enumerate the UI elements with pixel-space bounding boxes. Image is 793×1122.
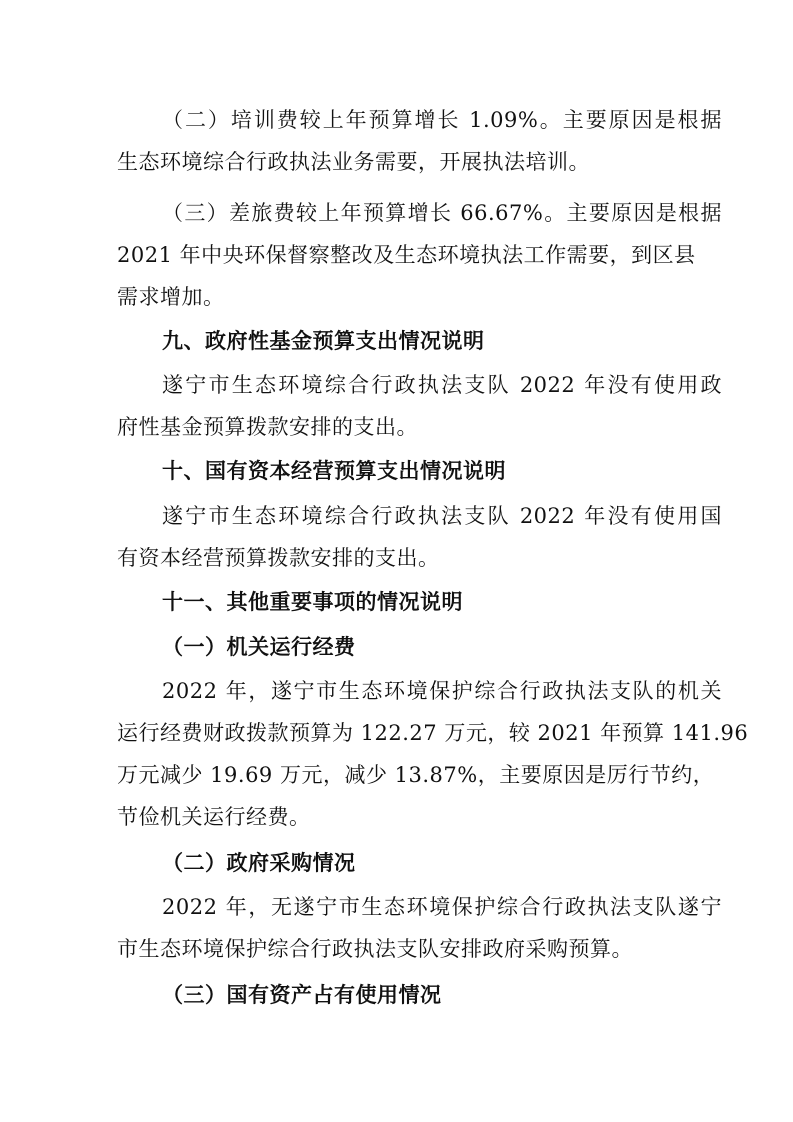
section-heading-9: 九、政府性基金预算支出情况说明 [162,329,485,353]
office-expenses-line-3: 万元减少 19.69 万元，减少 13.87%，主要原因是厉行节约， [117,763,715,787]
office-expenses-line-4: 节俭机关运行经费。 [117,805,311,829]
paragraph-travel-line-1: （三）差旅费较上年预算增长 66.67%。主要原因是根据 [162,201,722,225]
office-expenses-line-1: 2022 年，遂宁市生态环境保护综合行政执法支队的机关 [162,679,722,703]
procurement-line-1: 2022 年，无遂宁市生态环境保护综合行政执法支队遂宁 [162,895,722,919]
section-heading-10: 十、国有资本经营预算支出情况说明 [162,459,506,483]
section-9-line-2: 府性基金预算拨款安排的支出。 [117,415,418,439]
paragraph-travel-line-3: 需求增加。 [117,285,225,309]
paragraph-training-line-1: （二）培训费较上年预算增长 1.09%。主要原因是根据 [162,108,722,132]
section-10-line-2: 有资本经营预算拨款安排的支出。 [117,546,440,570]
office-expenses-line-2: 运行经费财政拨款预算为 122.27 万元，较 2021 年预算 141.96 [117,721,749,745]
section-10-line-1: 遂宁市生态环境综合行政执法支队 2022 年没有使用国 [162,504,722,528]
paragraph-training-line-2: 生态环境综合行政执法业务需要，开展执法培训。 [117,150,590,174]
paragraph-travel-line-2: 2021 年中央环保督察整改及生态环境执法工作需要，到区县 [117,243,696,267]
subheading-government-procurement: （二）政府采购情况 [162,850,356,875]
subheading-state-assets: （三）国有资产占有使用情况 [162,982,442,1007]
section-heading-11: 十一、其他重要事项的情况说明 [162,590,463,614]
procurement-line-2: 市生态环境保护综合行政执法支队安排政府采购预算。 [117,937,633,961]
section-9-line-1: 遂宁市生态环境综合行政执法支队 2022 年没有使用政 [162,373,722,397]
subheading-office-expenses: （一）机关运行经费 [162,634,356,659]
